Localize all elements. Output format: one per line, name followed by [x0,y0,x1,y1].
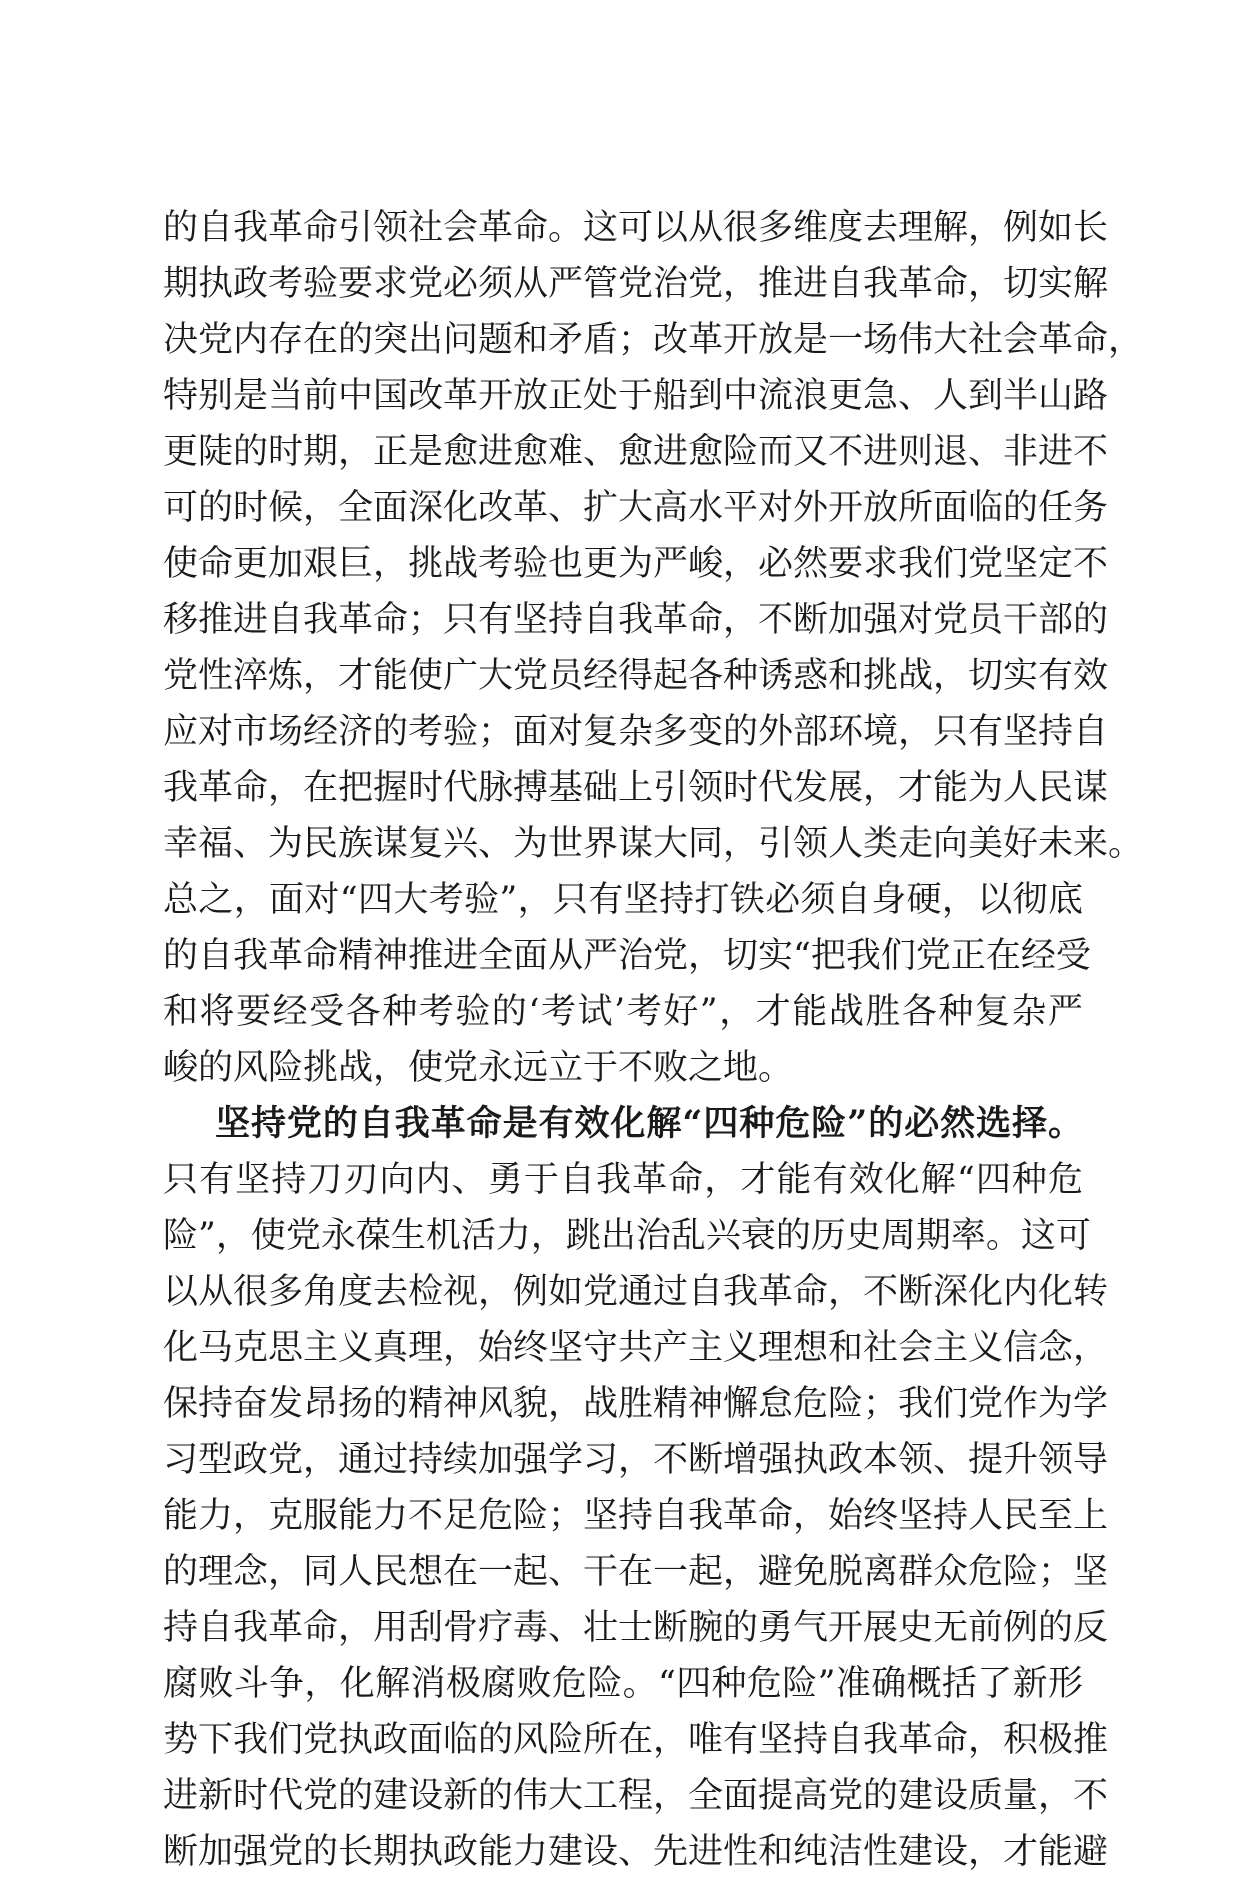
text-line: 险”，使党永葆生机活力，跳出治乱兴衰的历史周期率。这可 [163,1216,1091,1256]
text-line: 应对市场经济的考验；面对复杂多变的外部环境，只有坚持自 [163,712,1109,752]
text-line: 幸福、为民族谋复兴、为世界谋大同，引领人类走向美好未来。 [163,824,1144,864]
text-line: 保持奋发昂扬的精神风貌，战胜精神懈怠危险；我们党作为学 [163,1384,1109,1424]
paragraph-2 [163,1096,1109,1880]
text-line: 峻的风险挑战，使党永远立于不败之地。 [163,1048,794,1088]
text-line: 习型政党，通过持续加强学习，不断增强执政本领、提升领导 [163,1440,1109,1480]
body-text [163,200,1144,1880]
text-line: 化马克思主义真理，始终坚守共产主义理想和社会主义信念， [163,1328,1109,1368]
text-line: 只有坚持刀刃向内、勇于自我革命，才能有效化解“四种危 [163,1160,1083,1200]
text-line: 总之，面对“四大考验”，只有坚持打铁必须自身硬，以彻底 [163,880,1083,920]
text-line: 能力，克服能力不足危险；坚持自我革命，始终坚持人民至上 [163,1496,1109,1536]
text-line: 腐败斗争，化解消极腐败危险。“四种危险”准确概括了新形 [163,1664,1083,1704]
text-line: 期执政考验要求党必须从严管党治党，推进自我革命，切实解 [163,264,1109,304]
text-line: 和将要经受各种考验的‘考试’考好”，才能战胜各种复杂严 [163,992,1083,1032]
text-line: 以从很多角度去检视，例如党通过自我革命，不断深化内化转 [163,1272,1109,1312]
text-line: 断加强党的长期执政能力建设、先进性和纯洁性建设，才能避 [163,1832,1109,1872]
text-line: 使命更加艰巨，挑战考验也更为严峻，必然要求我们党坚定不 [163,544,1109,584]
text-line: 进新时代党的建设新的伟大工程，全面提高党的建设质量，不 [163,1776,1109,1816]
paragraph-heading: 坚持党的自我革命是有效化解“四种危险”的必然选择。 [215,1103,1083,1144]
text-line: 的自我革命精神推进全面从严治党，切实“把我们党正在经受 [163,936,1091,976]
text-line: 移推进自我革命；只有坚持自我革命，不断加强对党员干部的 [163,600,1109,640]
text-line: 党性淬炼，才能使广大党员经得起各种诱惑和挑战，切实有效 [163,656,1109,696]
text-line: 持自我革命，用刮骨疗毒、壮士断腕的勇气开展史无前例的反 [163,1608,1109,1648]
text-line: 可的时候，全面深化改革、扩大高水平对外开放所面临的任务 [163,488,1109,528]
text-line: 势下我们党执政面临的风险所在，唯有坚持自我革命，积极推 [163,1720,1109,1760]
paragraph-1 [163,200,1144,1096]
text-line: 更陡的时期，正是愈进愈难、愈进愈险而又不进则退、非进不 [163,432,1109,472]
text-line: 的理念，同人民想在一起、干在一起，避免脱离群众危险；坚 [163,1552,1109,1592]
text-line: 决党内存在的突出问题和矛盾；改革开放是一场伟大社会革命， [163,320,1144,360]
text-line: 的自我革命引领社会革命。这可以从很多维度去理解，例如长 [163,208,1109,248]
text-line: 特别是当前中国改革开放正处于船到中流浪更急、人到半山路 [163,376,1109,416]
text-line: 我革命，在把握时代脉搏基础上引领时代发展，才能为人民谋 [163,768,1109,808]
